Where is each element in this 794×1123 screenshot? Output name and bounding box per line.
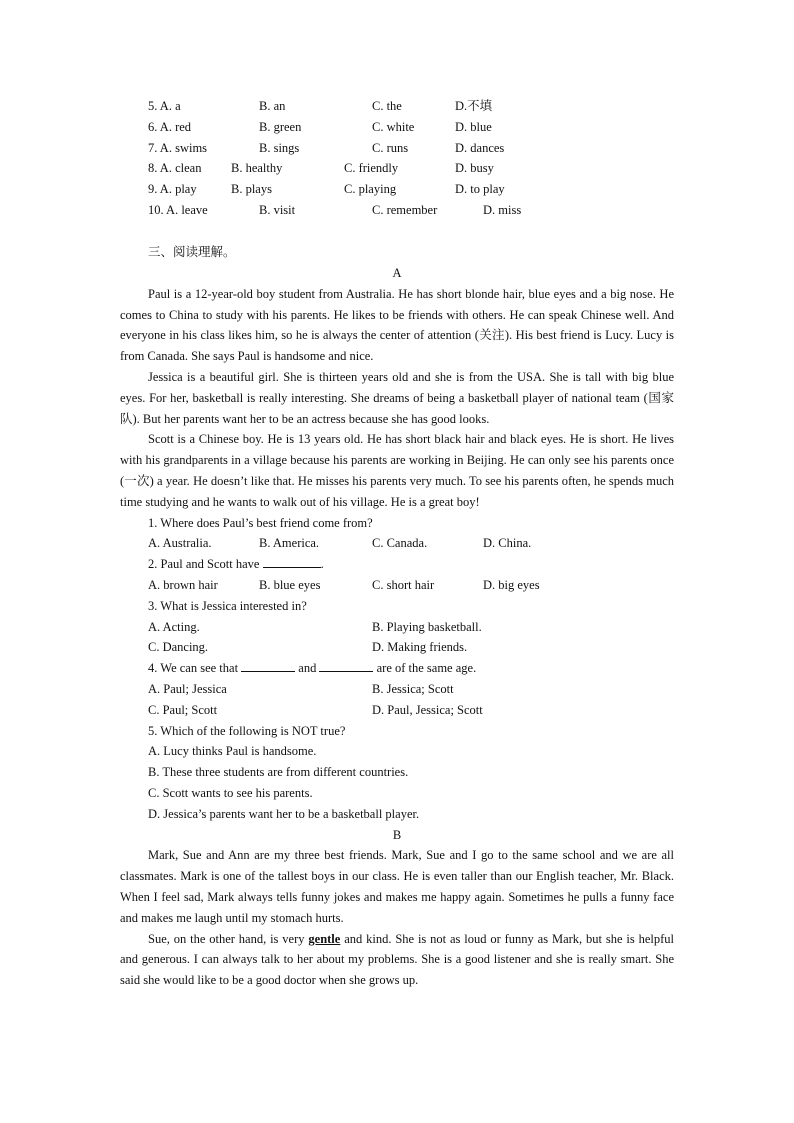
answer-blank <box>319 658 373 672</box>
question-1: 1. Where does Paul’s best friend come from? <box>148 515 373 530</box>
passage-b-label: B <box>392 827 402 842</box>
question-4-stem: 4. We can see that <box>148 661 239 676</box>
question-4-options-2 <box>120 700 674 721</box>
option-a: A. Australia. <box>148 536 212 551</box>
option-row-6 <box>120 117 674 138</box>
section-title: 三、阅读理解。 <box>148 245 236 259</box>
paragraph-jessica: Jessica is a beautiful girl. She is thirteen years old and she is from the USA. She is tall with big blue eyes. For her, basketball is really interesting. She dreams of being a basketball player of national team (国家队). But her parents want her to be an actress because she has good looks. <box>120 369 674 426</box>
option-row-7 <box>120 138 674 159</box>
question-3: 3. What is Jessica interested in? <box>148 598 307 613</box>
question-2 <box>120 554 674 575</box>
question-3-options-1 <box>120 617 674 638</box>
question-5-option-a: A. Lucy thinks Paul is handsome. <box>148 744 317 759</box>
option-c: C. short hair <box>372 577 435 592</box>
option-d: D. miss <box>483 202 522 217</box>
option-b: B. healthy <box>231 161 283 176</box>
option-b: B. Playing basketball. <box>372 619 482 634</box>
question-4 <box>120 658 674 679</box>
option-d: D. Making friends. <box>372 640 468 655</box>
option-c: C. runs <box>372 140 409 155</box>
question-3-options-2 <box>120 637 674 658</box>
option-c: C. Paul; Scott <box>148 702 218 717</box>
option-c: C. white <box>372 119 415 134</box>
option-a: 5. A. a <box>148 99 181 113</box>
question-2-stem: 2. Paul and Scott have <box>148 557 260 572</box>
option-d: D. to play <box>455 182 505 197</box>
option-b: B. Jessica; Scott <box>372 681 454 696</box>
cloze-options <box>120 96 674 221</box>
question-2-end: . <box>320 557 324 572</box>
paragraph-scott: Scott is a Chinese boy. He is 13 years old. He has short black hair and black eyes. He is short. He lives with his grandparents in a village because his parents are working in Beijing. He can only see his parents once (一次) a year. He doesn’t like that. He misses his parents very much. To see his parents often, he spends much time studying and he wants to walk out of his village. He is a great boy! <box>120 432 674 509</box>
option-a: A. Acting. <box>148 619 200 634</box>
question-5: 5. Which of the following is NOT true? <box>148 723 346 738</box>
option-c: C. remember <box>372 202 438 217</box>
option-b: B. green <box>259 119 302 134</box>
option-b: B. plays <box>231 182 272 197</box>
option-d: D. dances <box>455 140 505 155</box>
option-a: 6. A. red <box>148 119 192 134</box>
option-row-10 <box>120 200 674 221</box>
paragraph-sue <box>120 929 674 991</box>
option-c: C. Dancing. <box>148 640 209 655</box>
option-b: B. visit <box>259 202 296 217</box>
option-c: C. Canada. <box>372 536 428 551</box>
option-a: 7. A. swims <box>148 140 208 155</box>
option-b: B. an <box>259 99 286 113</box>
option-row-5 <box>120 96 674 117</box>
question-4-mid: and <box>298 661 317 676</box>
passage-a-label: A <box>392 266 402 280</box>
question-2-options <box>120 575 674 596</box>
option-row-9 <box>120 179 674 200</box>
passage-a <box>120 263 674 991</box>
question-4-options-1 <box>120 679 674 700</box>
question-5-option-c: C. Scott wants to see his parents. <box>148 785 313 800</box>
question-5-option-b: B. These three students are from different countries. <box>148 765 409 780</box>
question-1-options <box>120 533 674 554</box>
option-d: D. blue <box>455 119 492 134</box>
option-d: D. Paul, Jessica; Scott <box>372 702 483 717</box>
option-a: A. Paul; Jessica <box>148 681 227 696</box>
option-row-8 <box>120 158 674 179</box>
option-b: B. blue eyes <box>259 577 321 592</box>
question-5-option-d: D. Jessica’s parents want her to be a basketball player. <box>148 806 420 821</box>
option-c: C. the <box>372 99 402 113</box>
answer-blank <box>263 554 321 568</box>
option-b: B. America. <box>259 536 320 551</box>
option-a: 9. A. play <box>148 182 197 197</box>
option-d: D.不填 <box>455 99 493 113</box>
option-b: B. sings <box>259 140 300 155</box>
paragraph-paul: Paul is a 12-year-old boy student from Australia. He has short blonde hair, blue eyes and a big nose. He comes to China to study with his parents. He likes to be friends with others. He can speak Chinese well. And everyone in his class likes him, so he is always the center of attention (关注). His best friend is Lucy. Lucy is from Canada. She says Paul is handsome and nice. <box>120 286 674 364</box>
option-c: C. friendly <box>344 161 399 176</box>
answer-blank <box>241 658 295 672</box>
paragraph-sue-start: Sue, on the other hand, is very <box>148 931 305 946</box>
highlighted-word: gentle <box>308 931 341 946</box>
option-a: 10. A. leave <box>148 202 208 217</box>
paragraph-sue-end: and kind. She is not as loud or funny as Mark, but she is helpful and generous. I can always talk to her about my problems. She is a good listener and she is really smart. She said she would like to be a good doctor when she grows up. <box>120 931 675 988</box>
option-d: D. busy <box>455 161 494 176</box>
question-4-end: are of the same age. <box>376 661 477 676</box>
option-c: C. playing <box>344 182 397 197</box>
option-d: D. big eyes <box>483 577 540 592</box>
option-a: A. brown hair <box>148 577 218 592</box>
option-a: 8. A. clean <box>148 161 202 176</box>
paragraph-mark: Mark, Sue and Ann are my three best friends. Mark, Sue and I go to the same school and we are all classmates. Mark is one of the tallest boys in our class. He is even taller than our English teacher, Mr. Black. When I feel sad, Mark always tells funny jokes and makes me happy again. Sometimes he pulls a funny face and makes me laugh until my stomach hurts. <box>120 848 674 925</box>
option-d: D. China. <box>483 536 532 551</box>
